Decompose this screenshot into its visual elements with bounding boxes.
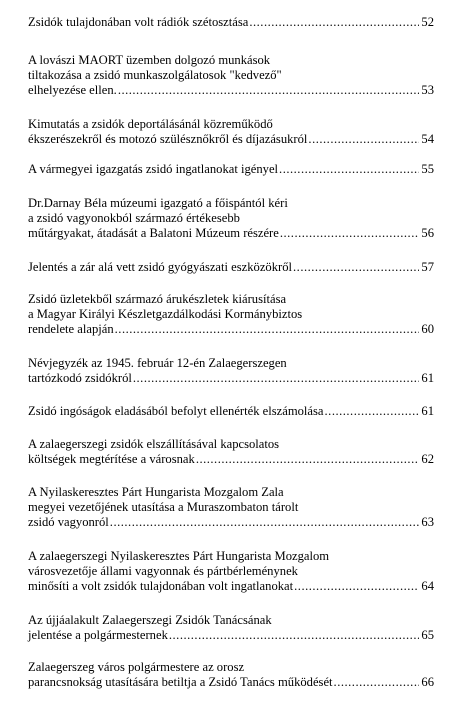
toc-entry-text: költségek megtérítése a városnak [28, 452, 195, 466]
toc-leader-dots [110, 515, 420, 530]
toc-entry [28, 292, 434, 337]
toc-page-number: 52 [421, 15, 434, 29]
toc-entry-text: minősíti a volt zsidók tulajdonában volt ingatlanokat [28, 579, 294, 593]
toc-page-number: 56 [421, 226, 434, 240]
toc-entry [28, 356, 434, 386]
toc-page-number: 66 [421, 675, 434, 689]
toc-entry-text: rendelete alapján [28, 322, 114, 336]
toc-entry [28, 404, 434, 419]
toc-leader-dots [279, 162, 419, 177]
toc-entry-text: A vármegyei igazgatás zsidó ingatlanokat igényel [28, 162, 279, 176]
toc-entry-text: tiltakozása a zsidó munkaszolgálatosok "kedvező" [28, 68, 282, 82]
toc-entry-text: Az újjáalakult Zalaegerszegi Zsidók Tanácsának [28, 613, 272, 627]
toc-entry-text: a zsidó vagyonokból származó értékesebb [28, 211, 240, 225]
toc-entry-text: ékszerészekről és motozó szülésznőkről és díjazásukról [28, 132, 308, 146]
toc-leader-dots [293, 260, 419, 275]
toc-leader-dots [133, 371, 420, 386]
toc-page-number: 54 [421, 132, 434, 146]
toc-entry-text: Zalaegerszeg város polgármestere az orosz [28, 660, 245, 674]
toc-leader-dots [325, 404, 420, 419]
toc-leader-dots [334, 675, 420, 690]
toc-entry-text: városvezetője állami vagyonnak és pártbérleménynek [28, 564, 298, 578]
toc-entry-text: A lovászi MAORT üzemben dolgozó munkások [28, 53, 271, 67]
toc-leader-dots [118, 83, 420, 98]
toc-page-number: 53 [421, 83, 434, 97]
toc-entry [28, 660, 434, 690]
toc-leader-dots [169, 628, 420, 643]
toc-entry-text: Zsidók tulajdonában volt rádiók szétosztása [28, 15, 249, 29]
toc-entry-text: tartózkodó zsidókról [28, 371, 132, 385]
toc-page-number: 60 [421, 322, 434, 336]
toc-page-number: 61 [421, 371, 434, 385]
toc-leader-dots [249, 15, 419, 30]
toc-entry [28, 260, 434, 275]
toc-entry-text: parancsnokság utasítására betiltja a Zsidó Tanács működését [28, 675, 333, 689]
toc-entry-text: A Nyilaskeresztes Párt Hungarista Mozgalom Zala [28, 485, 284, 499]
toc-entry [28, 485, 434, 530]
toc-leader-dots [115, 322, 420, 337]
toc-entry [28, 15, 434, 30]
toc-entry-text: műtárgyakat, átadását a Balatoni Múzeum részére [28, 226, 279, 240]
toc-entry [28, 196, 434, 241]
toc-entry [28, 117, 434, 147]
toc-page-number: 55 [421, 162, 434, 176]
toc-page-number: 63 [421, 515, 434, 529]
toc-entry-text: A zalaegerszegi zsidók elszállításával kapcsolatos [28, 437, 280, 451]
toc-entry-text: Jelentés a zár alá vett zsidó gyógyászati eszközökről [28, 260, 293, 274]
toc-page-number: 64 [421, 579, 434, 593]
toc-entry [28, 549, 434, 594]
toc-entry-text: zsidó vagyonról [28, 515, 109, 529]
toc-leader-dots [294, 579, 419, 594]
toc-entry-text: jelentése a polgármesternek [28, 628, 168, 642]
toc-leader-dots [308, 132, 419, 147]
toc-entry [28, 437, 434, 467]
toc-page-number: 57 [421, 260, 434, 274]
toc-entry-text: A zalaegerszegi Nyilaskeresztes Párt Hungarista Mozgalom [28, 549, 330, 563]
toc-page-number: 65 [421, 628, 434, 642]
toc-leader-dots [196, 452, 420, 467]
toc-entry-text: elhelyezése ellen. [28, 83, 117, 97]
toc-entry-text: Zsidó üzletekből származó árukészletek kiárusítása [28, 292, 287, 306]
toc-leader-dots [280, 226, 420, 241]
toc-entry-text: Dr.Darnay Béla múzeumi igazgató a főispántól kéri [28, 196, 288, 210]
toc-entry-text: megyei vezetőjének utasítása a Muraszombaton tárolt [28, 500, 299, 514]
toc-page-number: 62 [421, 452, 434, 466]
toc-entry [28, 162, 434, 177]
toc-page-number: 61 [421, 404, 434, 418]
toc-entry-text: Névjegyzék az 1945. február 12-én Zalaegerszegen [28, 356, 287, 370]
toc-entry-text: Kimutatás a zsidók deportálásánál közreműködő [28, 117, 273, 131]
toc-entry [28, 613, 434, 643]
toc-entry-text: a Magyar Királyi Készletgazdálkodási Kormánybiztos [28, 307, 303, 321]
toc-entry-text: Zsidó ingóságok eladásából befolyt ellenérték elszámolása [28, 404, 324, 418]
toc-entry [28, 53, 434, 98]
